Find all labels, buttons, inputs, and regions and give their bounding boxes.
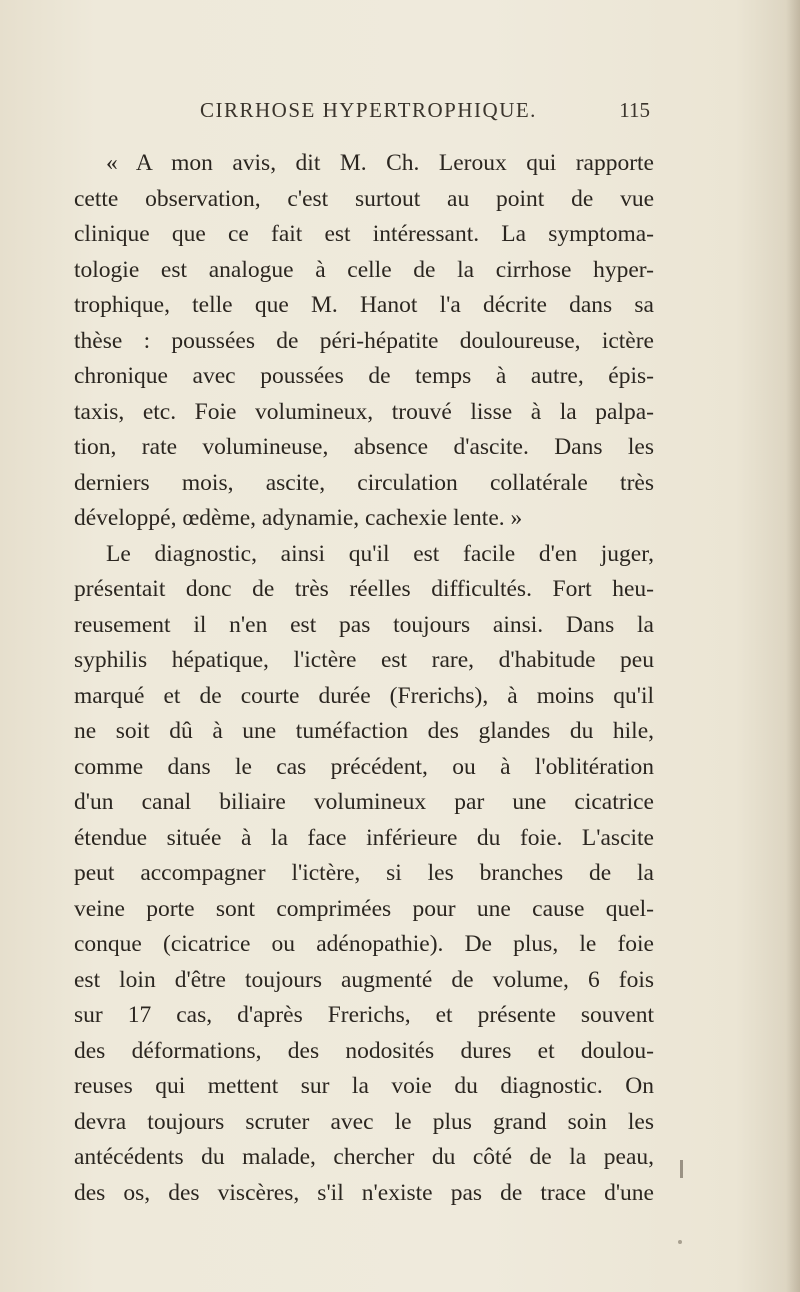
text-line: clinique que ce fait est intéressant. La symptoma- (74, 221, 654, 247)
text-line: cette observation, c'est surtout au point de vue (74, 185, 654, 212)
text-line: veine porte sont comprimées pour une cause quel- (74, 895, 654, 922)
text-line: Le diagnostic, ainsi qu'il est facile d'en juger, (106, 540, 654, 567)
text-line: comme dans le cas précédent, ou à l'oblitération (74, 753, 654, 780)
page-header (200, 98, 650, 134)
text-line: des os, des viscères, s'il n'existe pas de trace d'une (74, 1179, 654, 1206)
text-line: des déformations, des nodosités dures et doulou- (74, 1037, 654, 1064)
text-line: marqué et de courte durée (Frerichs), à moins qu'il (74, 682, 654, 709)
page-edge-shadow (786, 0, 800, 1292)
text-line: est loin d'être toujours augmenté de volume, 6 fois (74, 966, 654, 993)
paragraph-diagnostic (74, 537, 654, 1212)
text-line: sur 17 cas, d'après Frerichs, et présente souvent (74, 1002, 654, 1028)
text-line: derniers mois, ascite, circulation collatérale très (74, 469, 654, 496)
text-line: syphilis hépatique, l'ictère est rare, d'habitude peu (74, 647, 654, 673)
print-speck (678, 1240, 682, 1244)
text-line: devra toujours scruter avec le plus grand soin les (74, 1108, 654, 1135)
text-line: « A mon avis, dit M. Ch. Leroux qui rapporte (106, 150, 654, 176)
paragraph-quote (74, 146, 654, 537)
text-line: antécédents du malade, chercher du côté de la peau, (74, 1144, 654, 1170)
text-line: tion, rate volumineuse, absence d'ascite. Dans les (74, 434, 654, 460)
text-line: présentait donc de très réelles difficultés. Fort heu- (74, 576, 654, 602)
text-line: d'un canal biliaire volumineux par une cicatrice (74, 789, 654, 815)
text-line: reusement il n'en est pas toujours ainsi. Dans la (74, 611, 654, 638)
text-line: reuses qui mettent sur la voie du diagnostic. On (74, 1073, 654, 1099)
text-line: taxis, etc. Foie volumineux, trouvé lisse à la palpa- (74, 398, 654, 425)
text-line: ne soit dû à une tuméfaction des glandes du hile, (74, 718, 654, 744)
text-line: étendue située à la face inférieure du foie. L'ascite (74, 824, 654, 851)
text-line: tologie est analogue à celle de la cirrhose hyper- (74, 256, 654, 283)
body-text (74, 146, 654, 1211)
text-line: développé, œdème, adynamie, cachexie lente. » (74, 505, 523, 531)
text-line: conque (cicatrice ou adénopathie). De plus, le foie (74, 931, 654, 957)
text-line: thèse : poussées de péri-hépatite douloureuse, ictère (74, 327, 654, 354)
text-line: chronique avec poussées de temps à autre, épis- (74, 363, 654, 389)
running-title: CIRRHOSE HYPERTROPHIQUE. (200, 98, 537, 122)
text-line: peut accompagner l'ictère, si les branches de la (74, 860, 654, 886)
text-line: trophique, telle que M. Hanot l'a décrite dans sa (74, 292, 654, 318)
page-number: 115 (619, 98, 650, 122)
print-mark (680, 1160, 683, 1178)
